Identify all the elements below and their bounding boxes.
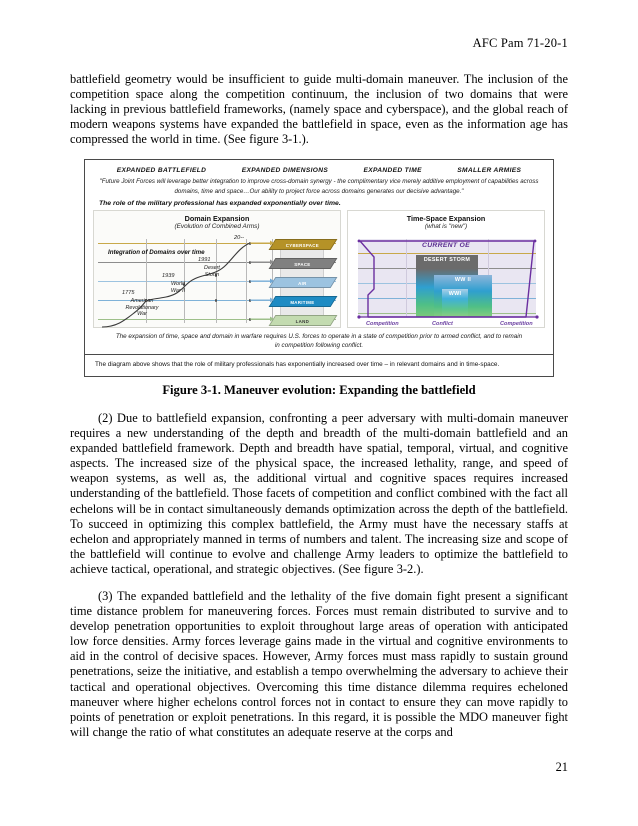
right-chart-subtitle: (what is "new") bbox=[424, 223, 468, 231]
m2-l1: World bbox=[170, 281, 186, 288]
heading-expanded-dimensions: EXPANDED DIMENSIONS bbox=[241, 167, 329, 175]
milestone-name-1991 bbox=[192, 265, 232, 277]
milestone-year-1775: 1775 bbox=[122, 290, 135, 297]
top-marker-label: 20-- bbox=[234, 235, 244, 242]
current-oe-label: CURRENT OE bbox=[422, 242, 470, 250]
left-chart-subtitle: (Evolution of Combined Arms) bbox=[174, 223, 260, 231]
domain-layer-maritime bbox=[269, 296, 338, 307]
figure-caption: Figure 3-1. Maneuver evolution: Expanding the battlefield bbox=[162, 382, 476, 397]
m1-l3: War bbox=[137, 310, 147, 317]
domain-layer-air bbox=[269, 277, 338, 288]
left-chart-title: Domain Expansion bbox=[184, 214, 250, 224]
figure-bottom-note: The diagram above shows that the role of military professionals has exponentially increased over time – in relevant domains and in time-space. bbox=[95, 361, 500, 369]
right-chart-title: Time-Space Expansion bbox=[406, 214, 486, 224]
axis-label-conflict: Conflict bbox=[432, 321, 453, 328]
m1-l1: American bbox=[130, 298, 154, 305]
heading-smaller-armies: SMALLER ARMIES bbox=[457, 167, 522, 175]
chart-domain-expansion bbox=[93, 210, 341, 328]
milestone-year-1939: 1939 bbox=[162, 273, 175, 280]
domain-label-space: SPACE bbox=[294, 262, 311, 268]
figure-footnote: The expansion of time, space and domain in warfare requires U.S. forces to operate in a state of competition prior to armed conflict, and to remain in competition following conflict. bbox=[85, 328, 553, 355]
bar-label-ww2: WW II bbox=[454, 277, 472, 284]
figure-top-headings bbox=[85, 164, 553, 175]
axis-label-competition-left: Competition bbox=[366, 321, 399, 328]
integration-label-line1: Integration of bbox=[108, 249, 148, 257]
milestone-year-1991: 1991 bbox=[198, 257, 211, 264]
domain-label-maritime: MARITIME bbox=[290, 300, 315, 306]
domain-label-land: LAND bbox=[295, 319, 310, 325]
integration-label bbox=[108, 249, 205, 257]
domain-layer-cyberspace bbox=[269, 239, 338, 250]
domain-layer-space bbox=[269, 258, 338, 269]
m1-l2: Revolutionary bbox=[125, 304, 159, 311]
right-chart-plot bbox=[348, 233, 544, 327]
integration-label-line2: Domains over time bbox=[149, 249, 205, 257]
paragraph-1: battlefield geometry would be insufficient to guide multi-domain maneuver. The inclusion of the competition space along the competition continuum, the inclusion of two domains that were lacking in previous battlefield frameworks, (namely space and cyberspace), and the global reach of modern weapons systems have expanded the battlefield in space, even as the information age has compressed the world in time. (See figure 3-1.). bbox=[70, 72, 568, 147]
domain-layer-land bbox=[269, 315, 338, 326]
m2-l2: War II bbox=[170, 287, 186, 294]
m3-l2: Storm bbox=[204, 271, 220, 278]
m3-l1: Desert bbox=[204, 265, 220, 272]
figure-3-1 bbox=[84, 159, 554, 377]
figure-quote: "Future Joint Forces will leverage better integration to improve cross-domain synergy - the complimentary vice merely additive employment of capabilities across domains, time and space…Our ability to project force across domains generates our decisive advantage." bbox=[99, 178, 539, 195]
paragraph-3: (3) The expanded battlefield and the lethality of the five domain fight present a significant time distance problem for maneuvering forces. Forces must remain distributed to survive and to develop penetration opportunities to exploit throughout large areas of operation with anticipated low force densities. Army forces leverage gains made in the virtual and cognitive environments to aid in the control of decisive spaces. However, Army forces must mass rapidly to sustain ground penetrations, seize the initiative, and establish a tempo overwhelming the adversary to achieve their tactical and operational objectives. Overcoming this time distance dilemma requires echeloned maneuver where higher echelons control forces not in contact to ensure they can move rapidly to points of penetration or exploit penetrations. In this regard, it is possible the MDO maneuver fight will change the ratio of what constitutes an adequate reserve at the corps and bbox=[70, 589, 568, 739]
bar-label-ww1: WWI bbox=[448, 291, 462, 298]
chart-time-space-expansion bbox=[347, 210, 545, 328]
figure-charts-row bbox=[85, 210, 553, 328]
domain-label-air: AIR bbox=[298, 281, 307, 287]
milestone-name-1775 bbox=[116, 298, 168, 317]
page-number: 21 bbox=[555, 760, 568, 774]
document-body bbox=[70, 72, 568, 752]
figure-role-line: The role of the military professional has expanded exponentially over time. bbox=[99, 200, 341, 208]
domain-label-cyberspace: CYBERSPACE bbox=[285, 243, 319, 249]
running-head: AFC Pam 71-20-1 bbox=[472, 36, 568, 50]
heading-expanded-time: EXPANDED TIME bbox=[363, 167, 422, 175]
left-chart-plot bbox=[94, 233, 340, 327]
milestone-name-1939 bbox=[158, 281, 198, 293]
bar-label-desert-storm: DESERT STORM bbox=[423, 257, 471, 264]
axis-label-competition-right: Competition bbox=[500, 321, 533, 328]
paragraph-2: (2) Due to battlefield expansion, confronting a peer adversary with multi-domain maneuver requires a new understanding of the depth and breadth of the multi-domain battlefield and an expanded battlefield framework. Depth and breadth have spatial, temporal, virtual, and cognitive aspects. The increased size of the physical space, the increased lethality, range, and speed of weapon systems, as well as, the additional virtual and cognitive spaces requires increased understanding of the battlefield. Those facets of competition and conflict combined with the fact all echelons will be in contact simultaneously demands optimization across the depth of the battlefield. To succeed in optimizing this complex battlefield, the Army must have the necessary staffs at echelon and appropriately manned in terms of numbers and talent. The increasing size and scope of the battlefield will continue to evolve and challenge Army leaders to optimize the battlefield to achieve tactical, operational, and strategic objectives. (See figure 3-2.). bbox=[70, 410, 568, 576]
heading-expanded-battlefield: EXPANDED BATTLEFIELD bbox=[116, 167, 207, 175]
